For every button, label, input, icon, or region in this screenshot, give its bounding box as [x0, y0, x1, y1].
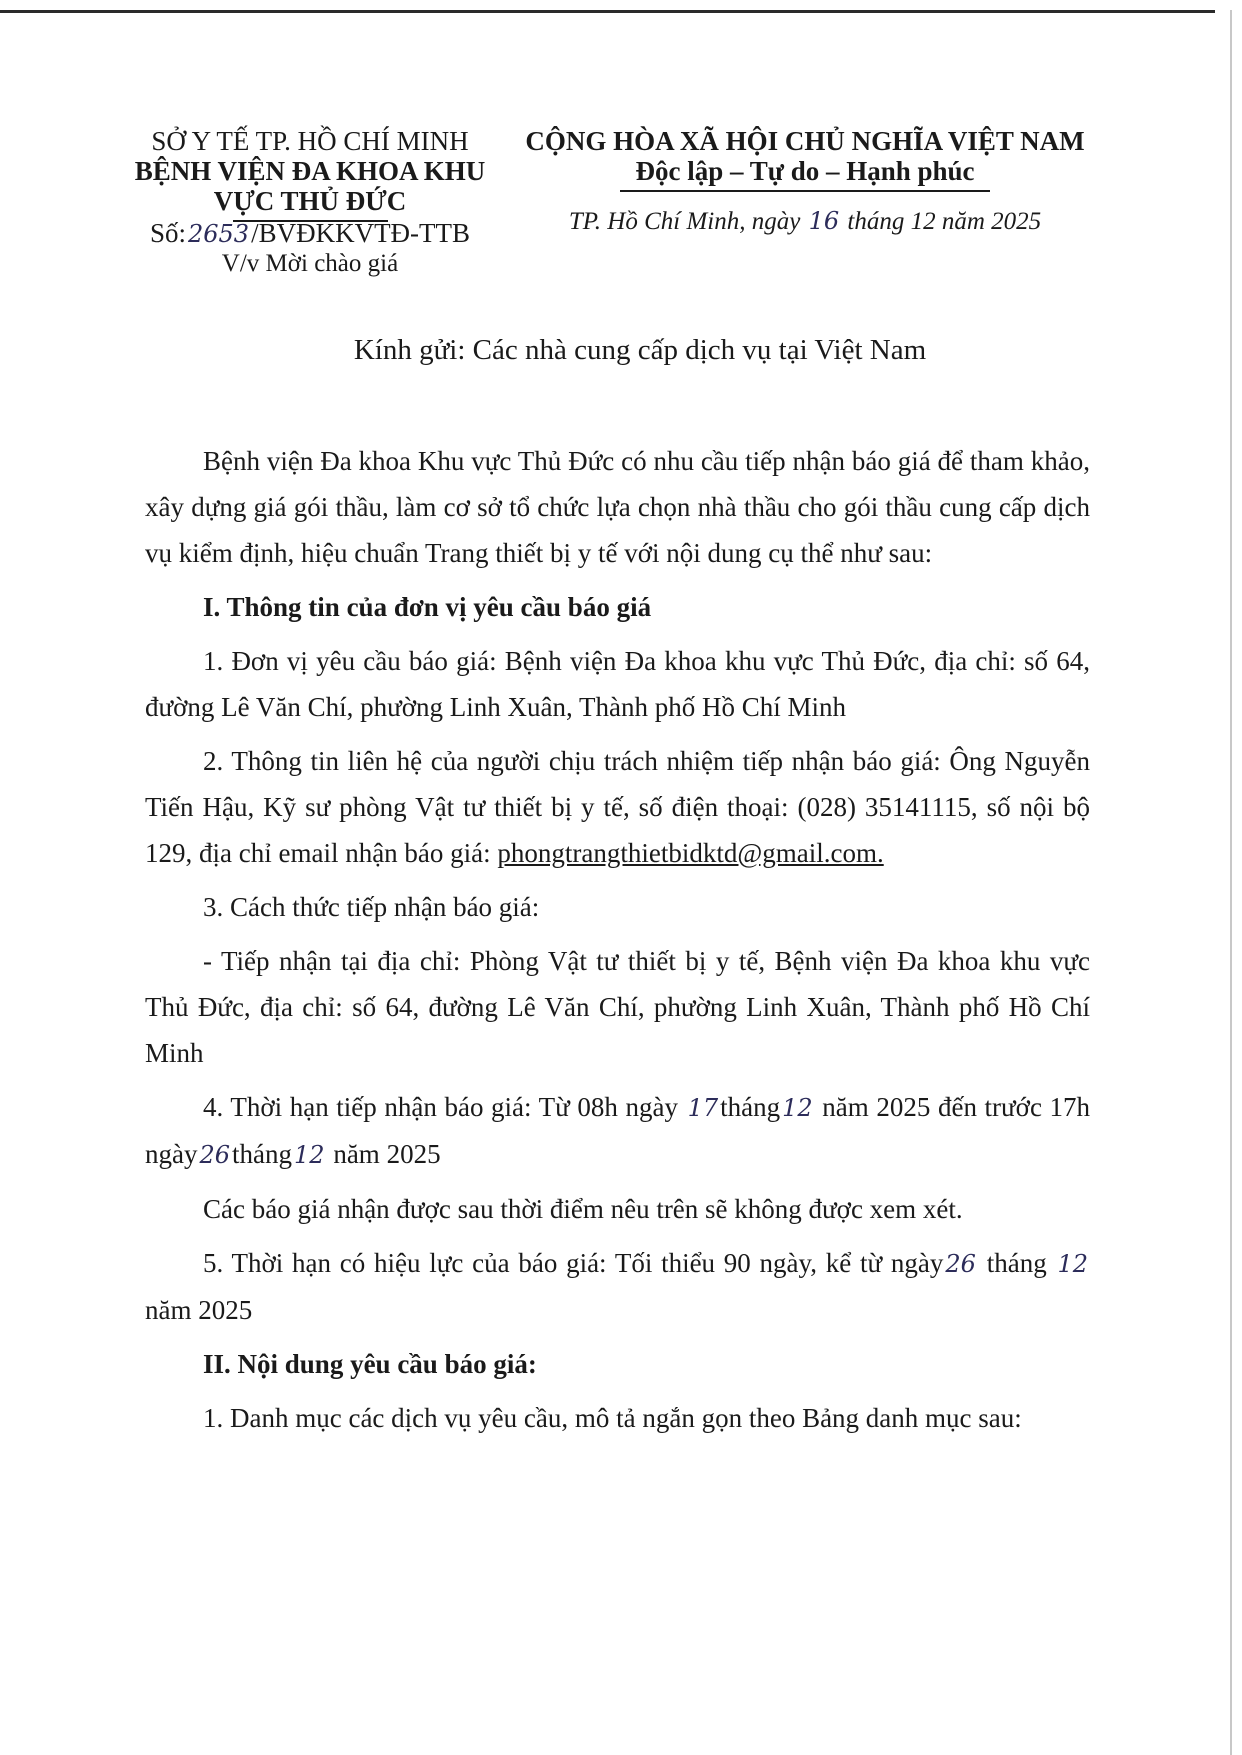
validity-text-a: 5. Thời hạn có hiệu lực của báo giá: Tối thiểu 90 ngày, kể từ ngày [203, 1248, 944, 1278]
deadline-text-b: tháng [720, 1092, 781, 1122]
handwritten-day: 16 [808, 207, 840, 235]
deadline-text-f: năm 2025 [333, 1139, 441, 1169]
section1-item4 [145, 1084, 1090, 1178]
section2-item1: 1. Danh mục các dịch vụ yêu cầu, mô tả ngắn gọn theo Bảng danh mục sau: [203, 1403, 1022, 1433]
email-link[interactable]: phongtrangthietbidktd@gmail.com. [497, 838, 884, 868]
section1-item5 [145, 1240, 1090, 1333]
handwritten-number: 2653 [187, 220, 250, 248]
subject-line: V/v Mời chào giá [221, 250, 399, 277]
issue-date [495, 206, 1115, 237]
ministry-line: SỞ Y TẾ TP. HỒ CHÍ MINH [151, 126, 469, 156]
number-suffix: /BVĐKKVTĐ-TTB [251, 218, 471, 248]
handwritten-end-day: 26 [199, 1141, 231, 1169]
handwritten-start-month: 12 [782, 1094, 813, 1122]
section1-item2 [145, 738, 1090, 876]
late-quote-note: Các báo giá nhận được sau thời điểm nêu trên sẽ không được xem xét. [203, 1194, 963, 1224]
contact-text: 2. Thông tin liên hệ của người chịu trách nhiệm tiếp nhận báo giá: Ông Nguyễn Tiến Hậu, Kỹ sư phòng Vật tư thiết bị y tế, số điện thoại: (028) 35141115, số nội bộ 129, địa chỉ email nhận báo giá: [145, 746, 1090, 868]
section1-item3: 3. Cách thức tiếp nhận báo giá: [203, 892, 540, 922]
document-number [100, 218, 520, 249]
scan-top-edge [0, 10, 1215, 13]
scan-right-edge [1230, 10, 1232, 1755]
deadline-text-a: 4. Thời hạn tiếp nhận báo giá: Từ 08h ngày [203, 1092, 678, 1122]
section1-item1: 1. Đơn vị yêu cầu báo giá: Bệnh viện Đa khoa khu vực Thủ Đức, địa chỉ: số 64, đường Lê Văn Chí, phường Linh Xuân, Thành phố Hồ Chí Minh [145, 646, 1090, 722]
handwritten-validity-day: 26 [945, 1250, 976, 1278]
handwritten-end-month: 12 [294, 1141, 325, 1169]
issuer-block [100, 126, 520, 279]
letter-body [145, 438, 1090, 1449]
salutation: Kính gửi: Các nhà cung cấp dịch vụ tại Việt Nam [353, 334, 927, 366]
date-prefix: TP. Hồ Chí Minh, ngày [568, 208, 801, 235]
motto: Độc lập – Tự do – Hạnh phúc [635, 156, 975, 186]
handwritten-validity-month: 12 [1057, 1250, 1089, 1278]
validity-text-c: năm 2025 [145, 1295, 253, 1325]
hospital-name-line1: BỆNH VIỆN ĐA KHOA KHU [134, 156, 486, 186]
hospital-name-line2: VỰC THỦ ĐỨC [213, 186, 407, 216]
deadline-text-e: tháng [232, 1139, 293, 1169]
section2-heading: II. Nội dung yêu cầu báo giá: [203, 1349, 537, 1379]
section1-heading: I. Thông tin của đơn vị yêu cầu báo giá [203, 592, 652, 622]
validity-text-b: tháng [986, 1248, 1047, 1278]
intro-paragraph: Bệnh viện Đa khoa Khu vực Thủ Đức có nhu cầu tiếp nhận báo giá để tham khảo, xây dựng giá gói thầu, làm cơ sở tổ chức lựa chọn nhà thầu cho gói thầu cung cấp dịch vụ kiểm định, hiệu chuẩn Trang thiết bị y tế với nội dung cụ thể như sau: [145, 446, 1090, 568]
motto-underline [620, 190, 990, 192]
deadline-text-c: năm 2025 đến trước 17h ngày [145, 1092, 1091, 1169]
national-header [495, 126, 1115, 237]
date-suffix: tháng 12 năm 2025 [847, 208, 1042, 235]
handwritten-start-day: 17 [687, 1094, 719, 1122]
nation-title: CỘNG HÒA XÃ HỘI CHỦ NGHĨA VIỆT NAM [525, 126, 1085, 156]
section1-item3-sub: - Tiếp nhận tại địa chỉ: Phòng Vật tư thiết bị y tế, Bệnh viện Đa khoa khu vực Thủ Đức, địa chỉ: số 64, đường Lê Văn Chí, phường Linh Xuân, Thành phố Hồ Chí Minh [145, 946, 1090, 1068]
number-prefix: Số: [149, 218, 186, 248]
